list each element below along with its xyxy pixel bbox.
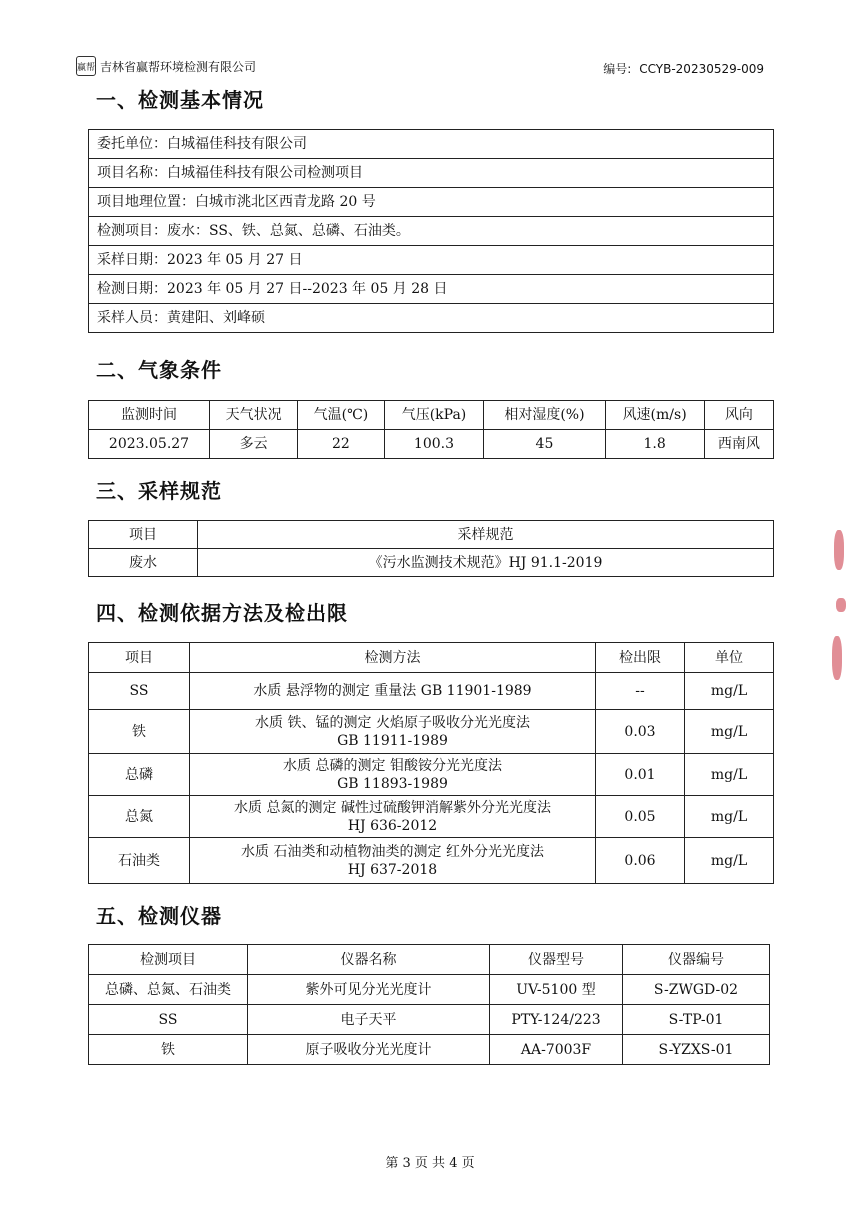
instruments-header: 仪器型号 — [490, 945, 623, 975]
weather-cell: 100.3 — [384, 430, 484, 459]
instruments-row — [89, 975, 770, 1005]
method-unit: mg/L — [685, 673, 774, 710]
section-title-sampling-standard: 三、采样规范 — [96, 479, 222, 503]
method-limit: 0.05 — [596, 796, 685, 838]
report-number-label: 编号: — [603, 62, 632, 76]
seal-edge-mark — [834, 530, 844, 570]
section-title-instruments: 五、检测仪器 — [96, 904, 222, 928]
instruments-row — [89, 1035, 770, 1065]
methods-row — [89, 796, 774, 838]
method-line-1: 水质 总氮的测定 碱性过硫酸钾消解紫外分光光度法 — [234, 799, 551, 816]
instrument-name: 紫外可见分光光度计 — [248, 975, 490, 1005]
company-name: 吉林省赢帮环境检测有限公司 — [100, 59, 257, 74]
methods-row — [89, 838, 774, 884]
method-limit: 0.06 — [596, 838, 685, 884]
method-limit: 0.01 — [596, 754, 685, 796]
info-client: 委托单位：白城福佳科技有限公司 — [89, 130, 774, 159]
method-item: SS — [89, 673, 190, 710]
methods-row — [89, 710, 774, 754]
info-sampling-date: 采样日期：2023 年 05 月 27 日 — [89, 246, 774, 275]
sampling-header: 项目 — [89, 521, 198, 549]
method-line-2: HJ 637-2018 — [347, 861, 438, 878]
method-text — [190, 754, 596, 796]
method-text — [190, 710, 596, 754]
instrument-name: 电子天平 — [248, 1005, 490, 1035]
company-logo-icon: 赢帮 — [76, 56, 96, 76]
info-test-items: 检测项目：废水：SS、铁、总氮、总磷、石油类。 — [89, 217, 774, 246]
instrument-model: UV-5100 型 — [490, 975, 623, 1005]
basic-info-table — [88, 129, 774, 333]
method-text — [190, 673, 596, 710]
info-project-name: 项目名称：白城福佳科技有限公司检测项目 — [89, 159, 774, 188]
instrument-item: 总磷、总氮、石油类 — [89, 975, 248, 1005]
section-title-weather: 二、气象条件 — [96, 358, 222, 382]
sampling-cell: 《污水监测技术规范》HJ 91.1-2019 — [198, 549, 774, 577]
seal-edge-mark — [836, 598, 846, 612]
weather-header: 风向 — [704, 401, 773, 430]
weather-cell: 45 — [484, 430, 605, 459]
method-line-2: HJ 636-2012 — [347, 817, 438, 834]
sampling-table — [88, 520, 774, 577]
instrument-model: PTY-124/223 — [490, 1005, 623, 1035]
method-text — [190, 796, 596, 838]
methods-row — [89, 673, 774, 710]
methods-header: 单位 — [685, 643, 774, 673]
weather-header: 天气状况 — [210, 401, 298, 430]
section-title-basic-info: 一、检测基本情况 — [96, 88, 264, 112]
method-unit: mg/L — [685, 754, 774, 796]
instrument-code: S-ZWGD-02 — [623, 975, 770, 1005]
weather-cell: 22 — [298, 430, 384, 459]
method-item: 总磷 — [89, 754, 190, 796]
instrument-item: 铁 — [89, 1035, 248, 1065]
weather-cell: 1.8 — [605, 430, 704, 459]
page-footer: 第 3 页 共 4 页 — [385, 1156, 475, 1171]
report-number — [603, 60, 764, 77]
method-line-1: 水质 总磷的测定 钼酸铵分光光度法 — [283, 757, 502, 774]
info-test-date: 检测日期：2023 年 05 月 27 日--2023 年 05 月 28 日 — [89, 275, 774, 304]
weather-header: 气温(℃) — [298, 401, 384, 430]
methods-table — [88, 642, 774, 884]
method-line-2: GB 11911-1989 — [337, 732, 448, 749]
info-sampling-staff: 采样人员：黄建阳、刘峰硕 — [89, 304, 774, 333]
section-title-methods: 四、检测依据方法及检出限 — [96, 601, 348, 625]
method-limit: -- — [596, 673, 685, 710]
weather-table — [88, 400, 774, 459]
weather-cell: 多云 — [210, 430, 298, 459]
instrument-item: SS — [89, 1005, 248, 1035]
weather-header: 监测时间 — [89, 401, 210, 430]
instrument-name: 原子吸收分光光度计 — [248, 1035, 490, 1065]
method-unit: mg/L — [685, 796, 774, 838]
weather-header: 相对湿度(%) — [484, 401, 605, 430]
methods-header: 项目 — [89, 643, 190, 673]
company-header — [76, 56, 256, 76]
instruments-row — [89, 1005, 770, 1035]
weather-header: 气压(kPa) — [384, 401, 484, 430]
instrument-code: S-YZXS-01 — [623, 1035, 770, 1065]
methods-header: 检出限 — [596, 643, 685, 673]
sampling-cell: 废水 — [89, 549, 198, 577]
methods-row — [89, 754, 774, 796]
method-item: 总氮 — [89, 796, 190, 838]
instrument-model: AA-7003F — [490, 1035, 623, 1065]
weather-cell: 2023.05.27 — [89, 430, 210, 459]
method-item: 铁 — [89, 710, 190, 754]
method-line-1: 水质 铁、锰的测定 火焰原子吸收分光光度法 — [255, 714, 530, 731]
instruments-table — [88, 944, 770, 1065]
method-unit: mg/L — [685, 838, 774, 884]
instrument-code: S-TP-01 — [623, 1005, 770, 1035]
methods-header: 检测方法 — [190, 643, 596, 673]
instruments-header: 仪器编号 — [623, 945, 770, 975]
sampling-header: 采样规范 — [198, 521, 774, 549]
weather-header: 风速(m/s) — [605, 401, 704, 430]
seal-edge-mark — [832, 636, 842, 680]
instruments-header: 检测项目 — [89, 945, 248, 975]
method-limit: 0.03 — [596, 710, 685, 754]
method-line-1: 水质 悬浮物的测定 重量法 GB 11901-1989 — [253, 683, 532, 699]
method-unit: mg/L — [685, 710, 774, 754]
method-text — [190, 838, 596, 884]
method-line-1: 水质 石油类和动植物油类的测定 红外分光光度法 — [241, 843, 544, 860]
info-location: 项目地理位置：白城市洮北区西青龙路 20 号 — [89, 188, 774, 217]
weather-cell: 西南风 — [704, 430, 773, 459]
report-number-value: CCYB-20230529-009 — [639, 62, 764, 76]
instruments-header: 仪器名称 — [248, 945, 490, 975]
method-line-2: GB 11893-1989 — [337, 775, 448, 792]
method-item: 石油类 — [89, 838, 190, 884]
